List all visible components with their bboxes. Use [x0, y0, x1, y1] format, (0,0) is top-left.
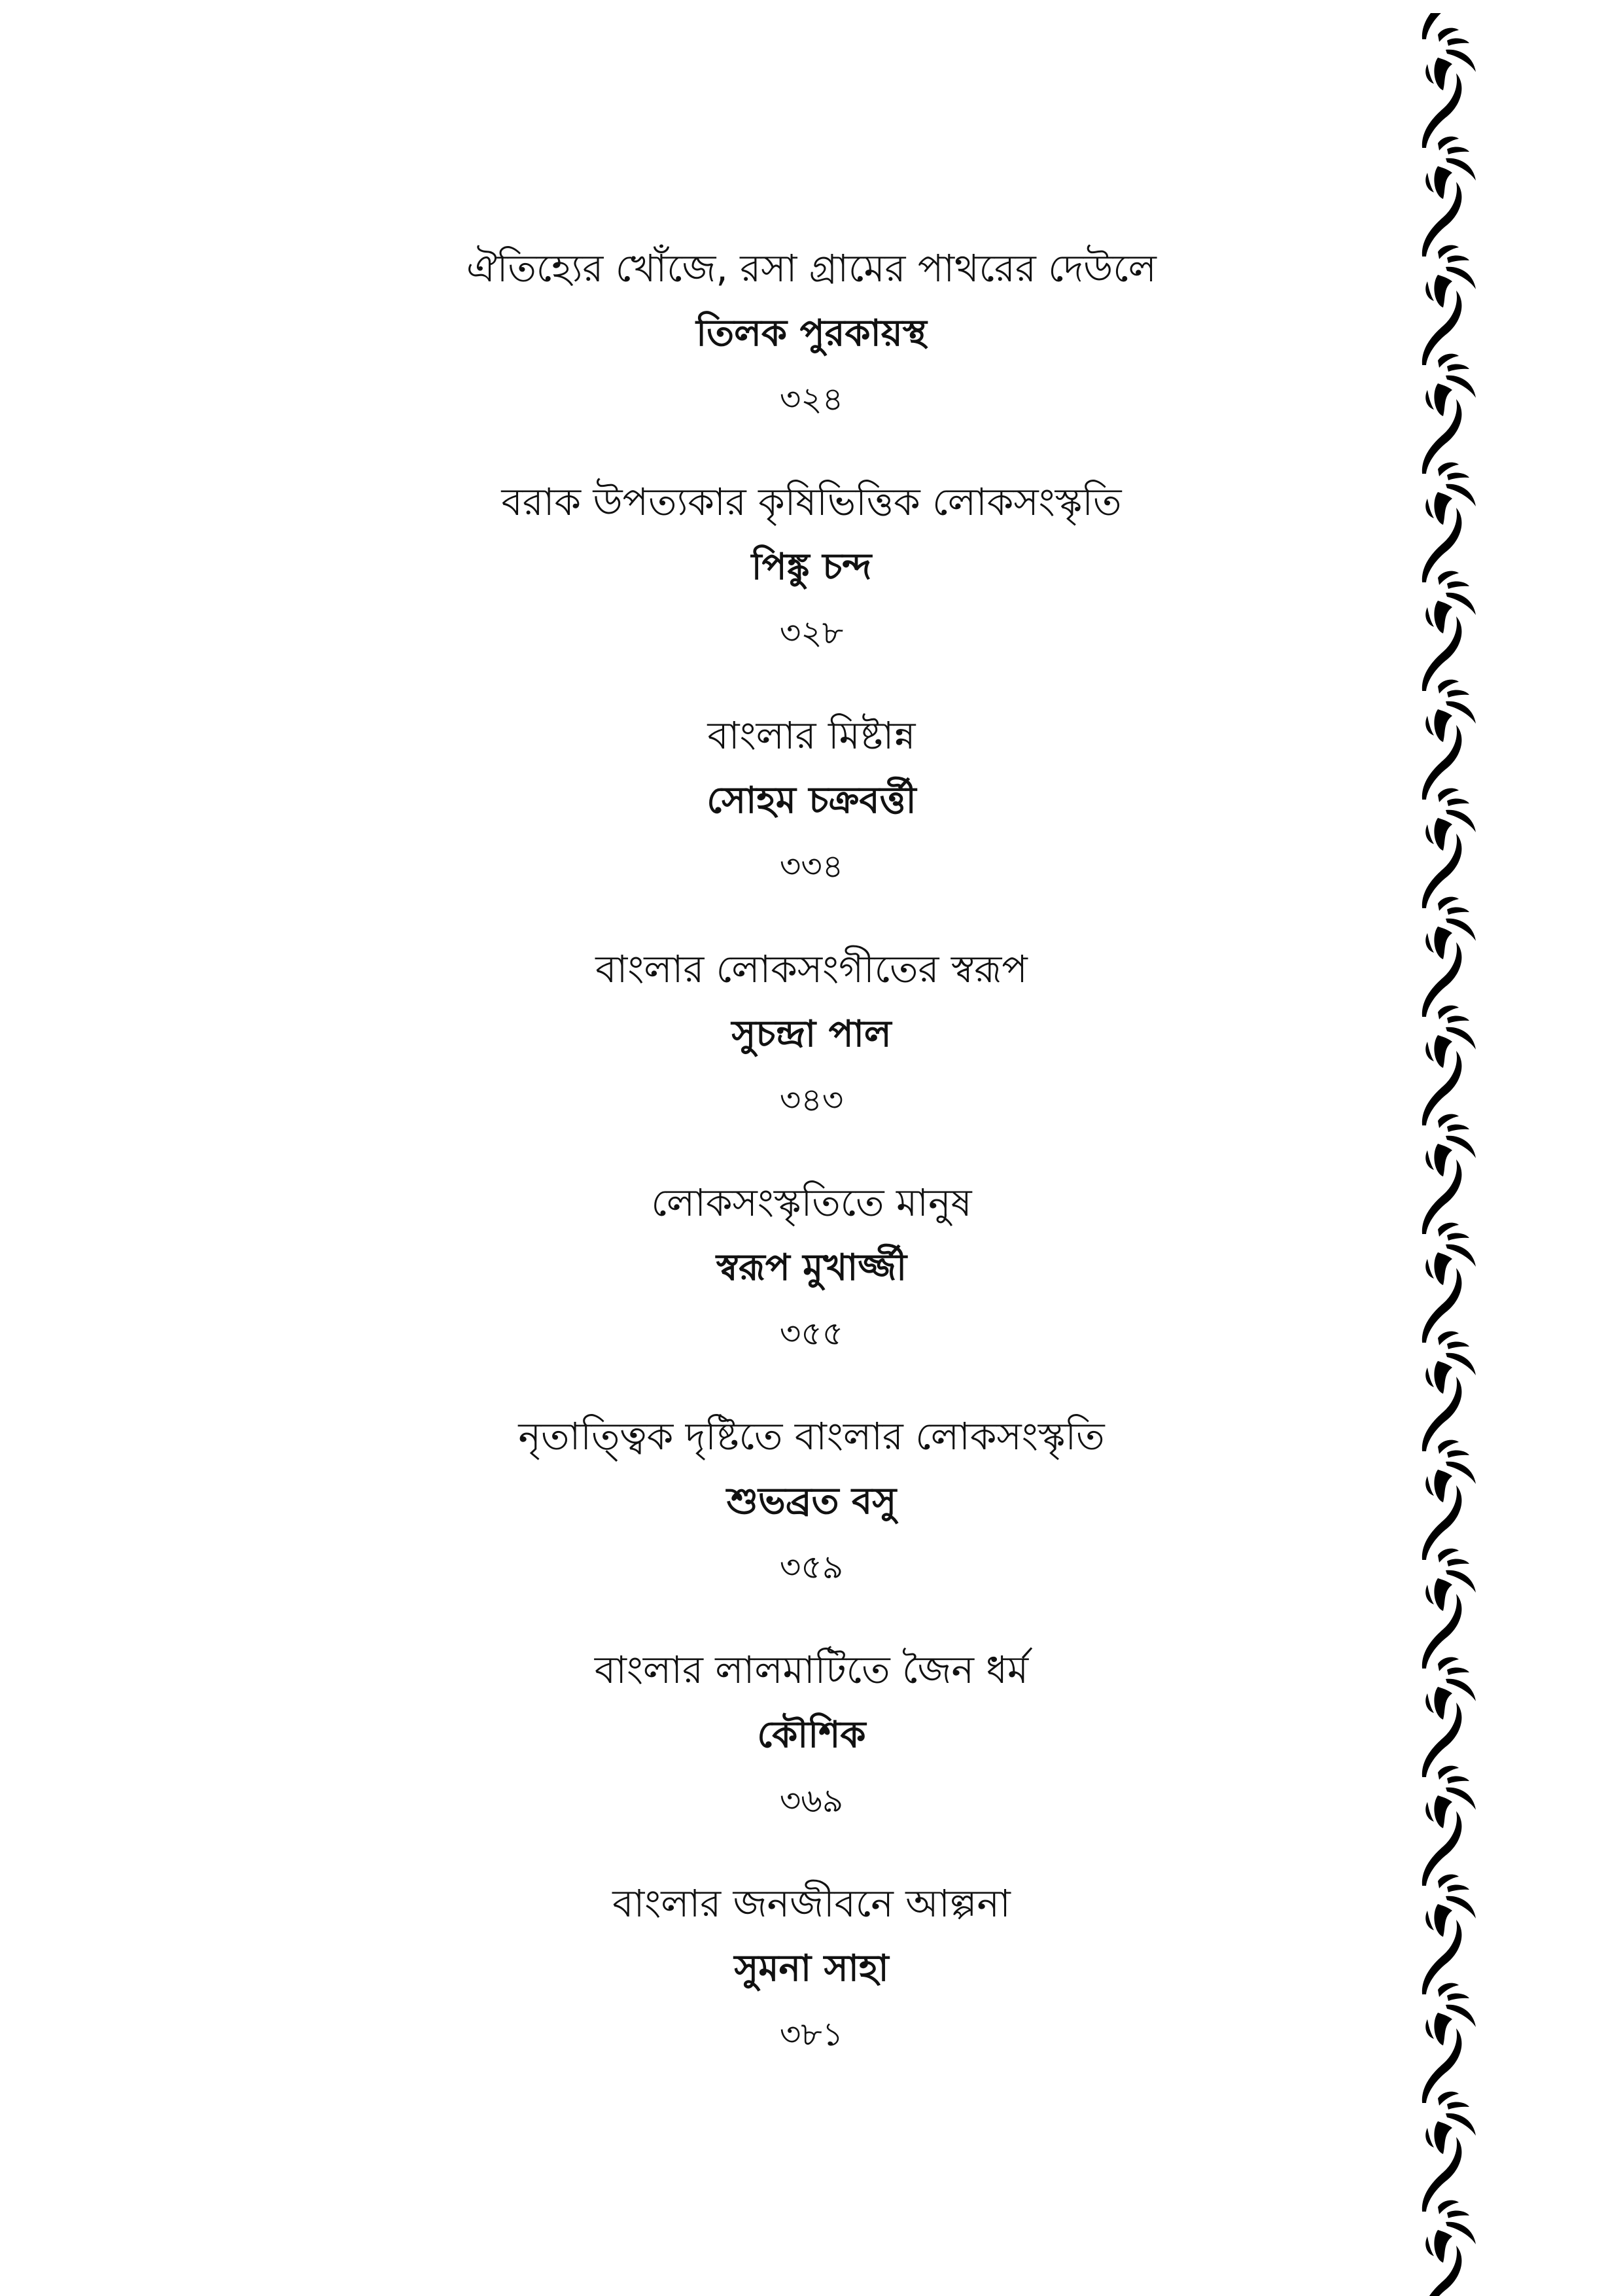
entry-page-number: ৩২৪: [779, 380, 844, 418]
entry-author: সুচন্দ্রা পাল: [731, 1013, 892, 1055]
entry-author: সুমনা সাহা: [734, 1947, 889, 1990]
entry-page-number: ৩৫৫: [779, 1315, 844, 1352]
entry-title: নৃতাত্ত্বিক দৃষ্টিতে বাংলার লোকসংস্কৃতি: [518, 1414, 1105, 1458]
entry-page-number: ৩৩৪: [779, 847, 844, 885]
entry-page-number: ৩৫৯: [779, 1548, 844, 1586]
entry-title: লোকসংস্কৃতিতে মানুষ: [651, 1180, 972, 1225]
entry-page-number: ৩৪৩: [779, 1081, 844, 1119]
entry-title: বাংলার জনজীবনে আল্পনা: [612, 1881, 1011, 1926]
entry-page-number: ৩২৮: [779, 614, 844, 652]
entry-author: পিঙ্কু চন্দ: [751, 546, 872, 588]
entry-author: শুভব্রত বসু: [726, 1480, 897, 1523]
entry-title: বরাক উপত্যকার কৃষিভিত্তিক লোকসংস্কৃতি: [501, 480, 1122, 524]
entry-author: তিলক পুরকায়স্থ: [696, 312, 927, 355]
entry-title: ঐতিহ্যের খোঁজে, রসা গ্রামের পাথরের দেউলে: [466, 246, 1157, 291]
entry-title: বাংলার লোকসংগীতের স্বরূপ: [595, 947, 1028, 991]
entry-title: বাংলার লালমাটিতে জৈন ধর্ম: [594, 1648, 1029, 1692]
entry-author: সোহম চক্রবর্ত্তী: [707, 779, 916, 822]
decorative-border-ornament: [1413, 0, 1505, 2296]
entry-author: স্বরূপ মুখার্জ্জী: [716, 1246, 907, 1289]
entry-author: কৌশিক: [757, 1714, 866, 1756]
entry-page-number: ৩৮১: [779, 2015, 844, 2053]
entry-page-number: ৩৬৯: [779, 1782, 844, 1820]
entry-title: বাংলার মিষ্টান্ন: [707, 713, 916, 758]
